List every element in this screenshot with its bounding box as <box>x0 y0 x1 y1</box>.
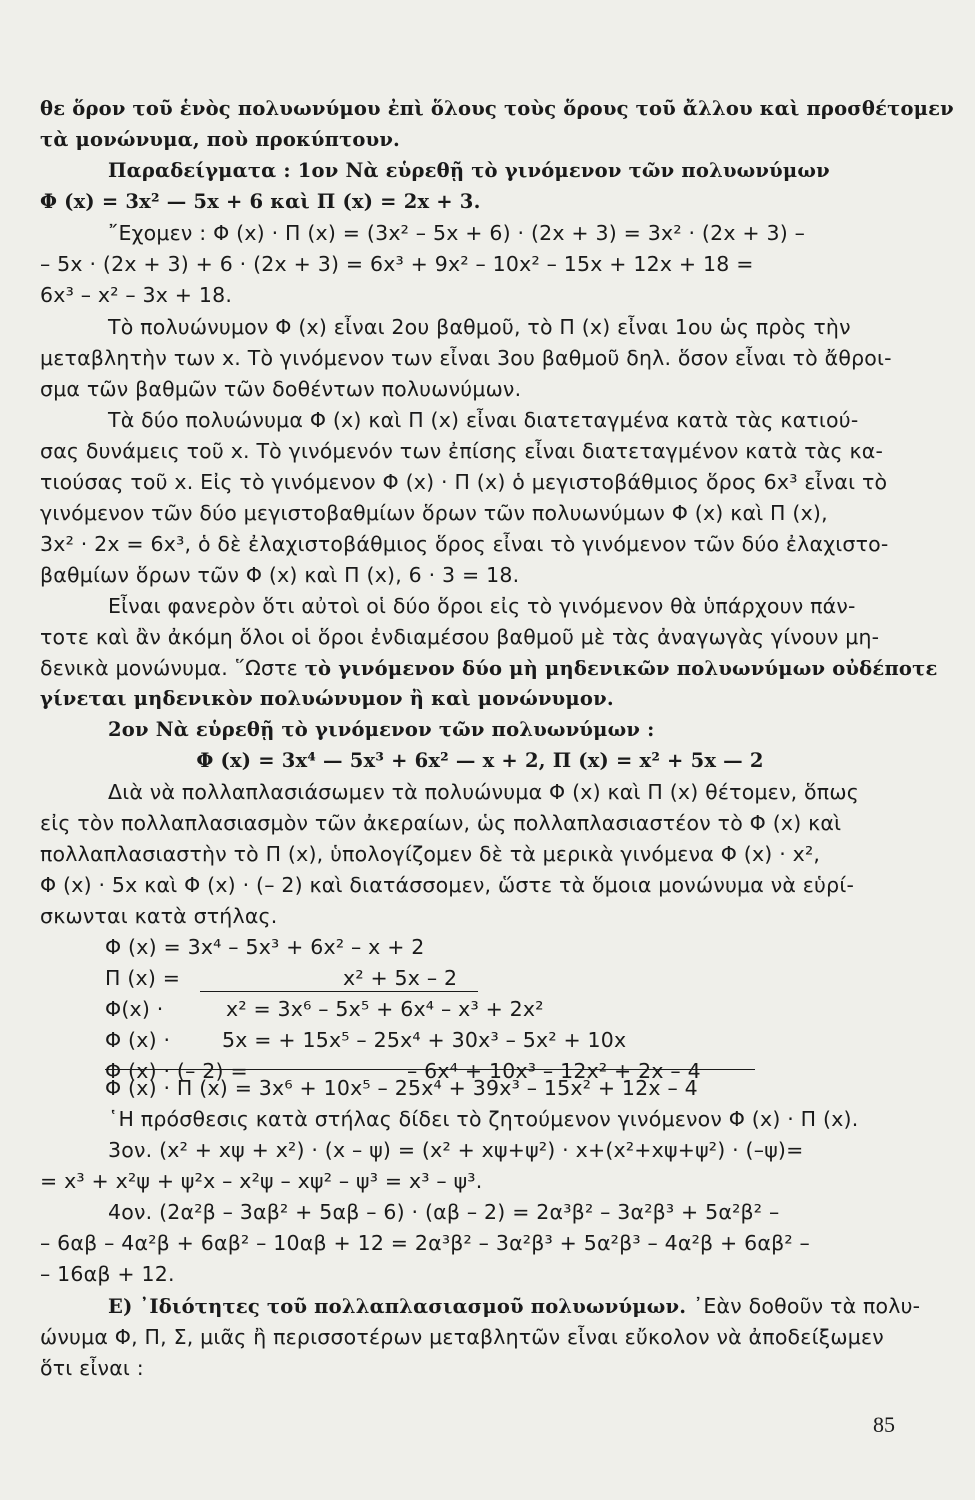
text-line: γινόμενον τῶν δύο μεγιστοβαθμίων ὅρων τῶν πολυωνύμων Φ (x) καὶ Π (x), <box>40 501 828 525</box>
text-line: σμα τῶν βαθμῶν τῶν δοθέντων πολυωνύμων. <box>40 377 522 401</box>
text-line: 6x³ – x² – 3x + 18. <box>40 283 233 307</box>
example-4-line: 4ον. (2α²β – 3αβ² + 5αβ – 6) · (αβ – 2) = 2α³β² – 3α²β³ + 5α²β² – <box>108 1200 780 1224</box>
text-line: Διὰ νὰ πολλαπλασιάσωμεν τὰ πολυώνυμα Φ (x) καὶ Π (x) θέτομεν, ὅπως <box>108 780 859 804</box>
multiplication-row: Φ (x) = 3x⁴ – 5x³ + 6x² – x + 2 <box>105 935 425 959</box>
text-line: 3x² · 2x = 6x³, ὁ δὲ ἐλαχιστοβάθμιος ὅρος εἶναι τὸ γινόμενον τῶν δύο ἐλαχιστο- <box>40 532 889 556</box>
page-number: 85 <box>873 1412 895 1437</box>
text-line: Εἶναι φανερὸν ὅτι αὐτοὶ οἱ δύο ὅροι εἰς τὸ γινόμενον θὰ ὑπάρχουν πάν- <box>108 594 856 618</box>
multiplication-row-label: Φ (x) · (– 2) = <box>105 1059 248 1083</box>
multiplication-row-value: x² = 3x⁶ – 5x⁵ + 6x⁴ – x³ + 2x² <box>226 997 544 1021</box>
example-3-line: 3ον. (x² + xψ + x²) · (x – ψ) = (x² + xψ+ψ²) · x+(x²+xψ+ψ²) · (–ψ)= <box>108 1138 804 1162</box>
multiplication-row-label: Π (x) = <box>105 966 181 990</box>
section-heading: Ε) ᾿Ιδιότητες τοῦ πολλαπλασιασμοῦ πολυωνύμων. <box>108 1295 687 1318</box>
multiplication-result: Φ (x) · Π (x) = 3x⁶ + 10x⁵ – 25x⁴ + 39x³ – 15x² + 12x – 4 <box>105 1076 698 1100</box>
text-line <box>40 656 938 680</box>
text-line: Τὰ δύο πολυώνυμα Φ (x) καὶ Π (x) εἶναι διατεταγμένα κατὰ τὰς κατιού- <box>108 408 859 432</box>
text-line: ώνυμα Φ, Π, Σ, μιᾶς ἢ περισσοτέρων μεταβλητῶν εἶναι εὔκολον νὰ ἀποδείξωμεν <box>40 1325 884 1349</box>
section-heading-line <box>108 1296 975 1317</box>
text-span-bold: τὸ γινόμενον δύο μὴ μηδενικῶν πολυωνύμων οὐδέποτε <box>304 657 938 680</box>
formula-line: Φ (x) = 3x⁴ — 5x³ + 6x² — x + 2, Π (x) = x² + 5x — 2 <box>196 749 764 772</box>
text-line: – 5x · (2x + 3) + 6 · (2x + 3) = 6x³ + 9x² – 10x² – 15x + 12x + 18 = <box>40 252 754 276</box>
multiplication-row-value: x² + 5x – 2 <box>343 966 458 990</box>
multiplication-row-value: – 6x⁴ + 10x³ – 12x² + 2x – 4 <box>407 1059 701 1083</box>
text-line: – 6αβ – 4α²β + 6αβ² – 10αβ + 12 = 2α³β² – 3α²β³ + 5α²β³ – 4α²β + 6αβ² – <box>40 1231 810 1255</box>
text-line: – 16αβ + 12. <box>40 1262 175 1286</box>
text-span: ᾿Εὰν δοθοῦν τὰ πολυ- <box>692 1294 921 1318</box>
text-line: τὰ μονώνυμα, ποὺ προκύπτουν. <box>40 128 401 151</box>
text-span: δενικὰ μονώνυμα. ῞Ωστε <box>40 656 298 680</box>
text-line: γίνεται μηδενικὸν πολυώνυμον ἢ καὶ μονώνυμον. <box>40 687 614 710</box>
text-line: ῎Εχομεν : Φ (x) · Π (x) = (3x² – 5x + 6) · (2x + 3) = 3x² · (2x + 3) – <box>108 221 806 245</box>
text-line: σας δυνάμεις τοῦ x. Τὸ γινόμενόν των ἐπίσης εἶναι διατεταγμένον κατὰ τὰς κα- <box>40 439 884 463</box>
text-line: τιούσας τοῦ x. Εἰς τὸ γινόμενον Φ (x) · Π (x) ὁ μεγιστοβάθμιος ὅρος 6x³ εἶναι τὸ <box>40 470 888 494</box>
text-line: θε ὅρον τοῦ ἑνὸς πολυωνύμου ἐπὶ ὅλους τοὺς ὅρους τοῦ ἄλλου καὶ προσθέτομεν <box>40 97 954 120</box>
text-line: Φ (x) · 5x καὶ Φ (x) · (– 2) καὶ διατάσσομεν, ὥστε τὰ ὅμοια μονώνυμα νὰ εὑρί- <box>40 873 855 897</box>
multiplication-row-label: Φ(x) · <box>105 997 164 1021</box>
text-line: Τὸ πολυώνυμον Φ (x) εἶναι 2ου βαθμοῦ, τὸ Π (x) εἶναι 1ου ὡς πρὸς τὴν <box>108 315 851 339</box>
text-line: μεταβλητὴν των x. Τὸ γινόμενον των εἶναι 3ου βαθμοῦ δηλ. ὅσον εἶναι τὸ ἄθροι- <box>40 346 892 370</box>
text-line: ῾Η πρόσθεσις κατὰ στήλας δίδει τὸ ζητούμενον γινόμενον Φ (x) · Π (x). <box>108 1107 859 1131</box>
text-line: σκωνται κατὰ στήλας. <box>40 904 278 928</box>
text-line: τοτε καὶ ἂν ἀκόμη ὅλοι οἱ ὅροι ἐνδιαμέσου βαθμοῦ μὲ τὰς ἀναγωγὰς γίνουν μη- <box>40 625 880 649</box>
multiplication-row-value: 5x = + 15x⁵ – 25x⁴ + 30x³ – 5x² + 10x <box>222 1028 627 1052</box>
multiplication-row-label: Φ (x) · <box>105 1028 171 1052</box>
examples-heading: Παραδείγματα : 1ον Νὰ εὑρεθῇ τὸ γινόμενον τῶν πολυωνύμων <box>108 159 830 182</box>
underline <box>200 991 478 992</box>
sum-rule <box>105 1069 755 1070</box>
text-line: Φ (x) = 3x² — 5x + 6 καὶ Π (x) = 2x + 3. <box>40 190 481 213</box>
text-line: ὅτι εἶναι : <box>40 1356 144 1380</box>
text-line: βαθμίων ὅρων τῶν Φ (x) καὶ Π (x), 6 · 3 = 18. <box>40 563 520 587</box>
example-2-heading: 2ον Νὰ εὑρεθῇ τὸ γινόμενον τῶν πολυωνύμων : <box>108 718 655 741</box>
text-line: εἰς τὸν πολλαπλασιασμὸν τῶν ἀκεραίων, ὡς πολλαπλασιαστέον τὸ Φ (x) καὶ <box>40 811 842 835</box>
text-line: = x³ + x²ψ + ψ²x – x²ψ – xψ² – ψ³ = x³ – ψ³. <box>40 1169 483 1193</box>
text-line: πολλαπλασιαστὴν τὸ Π (x), ὑπολογίζομεν δὲ τὰ μερικὰ γινόμενα Φ (x) · x², <box>40 842 821 866</box>
